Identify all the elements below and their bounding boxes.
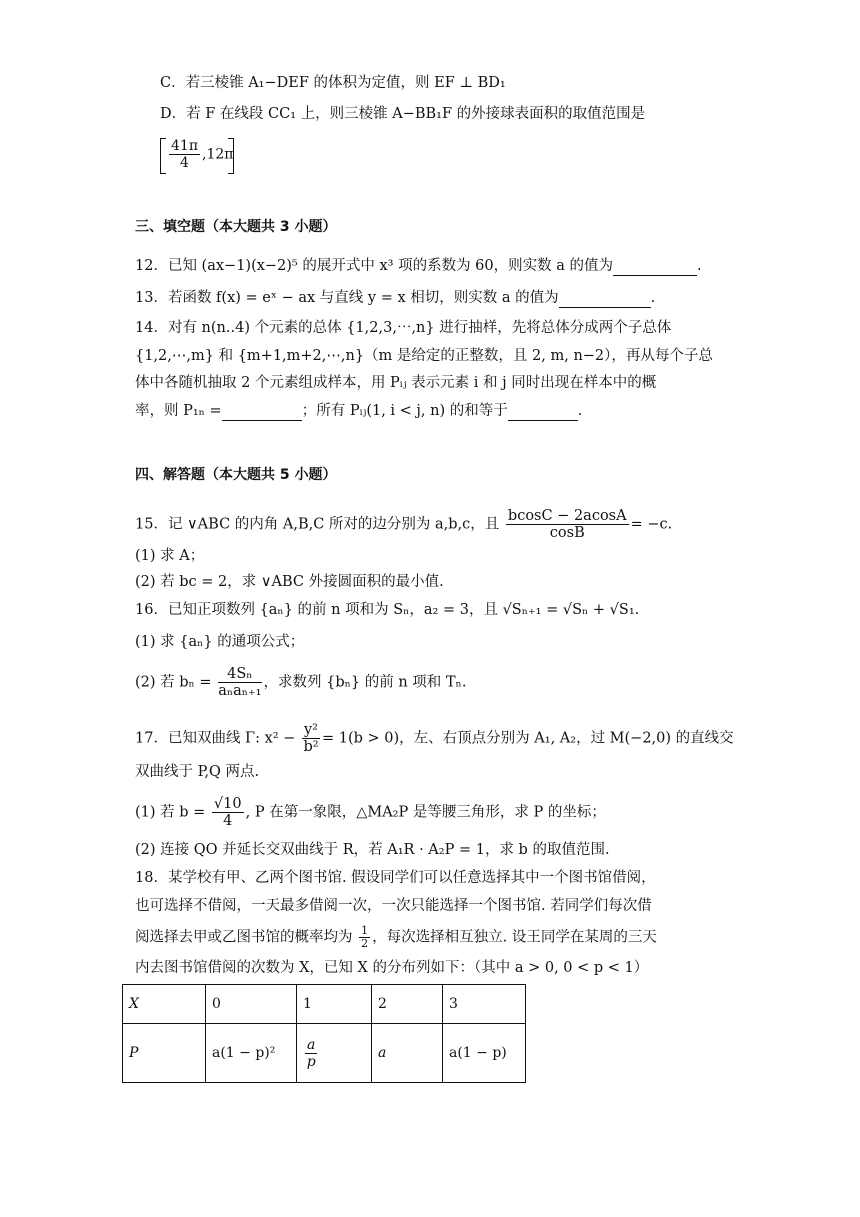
table-cell: a(1 − p) (443, 1024, 526, 1083)
table-cell: a(1 − p)² (206, 1024, 297, 1083)
q18-line-4: 内去图书馆借阅的次数为 X，已知 X 的分布列如下：（其中 a > 0, 0 < p < 1） (135, 960, 649, 976)
q11-option-d: D．若 F 在线段 CC₁ 上，则三棱锥 A−BB₁F 的外接球表面积的取值范围是 (160, 106, 646, 122)
q12-text: 12．已知 (ax−1)(x−2)⁵ 的展开式中 x³ 项的系数为 60，则实数 a 的值为 (135, 258, 613, 274)
q18-half-fraction (359, 925, 370, 950)
q17-tail: = 1(b > 0)，左、右顶点分别为 A₁, A₂，过 M(−2,0) 的直线交 (322, 730, 734, 747)
q15 (135, 508, 672, 541)
q16-part-2 (135, 666, 466, 699)
q14-line-2: {1,2,⋯,m} 和 {m+1,m+2,⋯,n}（m 是给定的正整数，且 2, m, n−2），再从每个子总 (135, 348, 713, 364)
q17-part-1 (135, 796, 606, 829)
q15-equals: = −c. (630, 516, 673, 533)
q16-fraction (218, 666, 261, 699)
q16-numerator: 4Sₙ (218, 666, 261, 683)
q13-text: 13．若函数 f(x) = eˣ − ax 与直线 y = x 相切，则实数 a 的值为 (135, 290, 559, 306)
distribution-table (122, 984, 526, 1083)
q15-numerator: bcosC − 2acosA (507, 508, 627, 524)
q14-answer-blank-1[interactable] (222, 406, 302, 421)
q12: 12．已知 (ax−1)(x−2)⁵ 的展开式中 x³ 项的系数为 60，则实数 a 的值为 . (135, 258, 702, 274)
table-fraction (305, 1037, 317, 1070)
q16-part-2-tail: ，求数列 {bₙ} 的前 n 项和 Tₙ. (263, 674, 467, 691)
q18-half-denominator: 2 (361, 937, 369, 950)
q17-b-denominator: 4 (223, 813, 233, 829)
q13-answer-blank[interactable] (559, 293, 651, 308)
q18-half-numerator: 1 (361, 924, 369, 937)
q18-line-2: 也可选择不借阅，一天最多借阅一次，一次只能选择一个图书馆. 若同学们每次借 (135, 898, 652, 914)
table-cell: 0 (206, 985, 297, 1024)
range-right: ,12π (202, 146, 234, 163)
q14-p1n-label: 率，则 P₁ₙ = (135, 403, 222, 419)
q11-range-bracket (160, 138, 234, 174)
q15-text: 15．记 ∨ABC 的内角 A,B,C 所对的边分别为 a,b,c，且 (135, 516, 500, 533)
section-4-title: 四、解答题（本大题共 5 小题） (135, 467, 337, 483)
table-cell: 1 (297, 985, 372, 1024)
q14-line-1: 14．对有 n(n..4) 个元素的总体 {1,2,3,⋯,n} 进行抽样，先将总体分成两个子总体 (135, 320, 672, 336)
q11-range (167, 138, 233, 171)
q11-option-c: C．若三棱锥 A₁−DEF 的体积为定值，则 EF ⊥ BD₁ (160, 75, 506, 91)
q17-fraction (302, 722, 320, 755)
q17-line-2: 双曲线于 P,Q 两点. (135, 764, 260, 780)
range-denominator: 4 (180, 155, 189, 171)
range-numerator: 41π (171, 138, 199, 154)
q17-b-fraction (212, 796, 244, 829)
table-row (123, 1024, 526, 1083)
table-fraction-denominator: p (306, 1053, 316, 1070)
q18-line-1: 18．某学校有甲、乙两个图书馆. 假设同学们可以任意选择其中一个图书馆借阅， (135, 870, 656, 886)
table-row (123, 985, 526, 1024)
q16: 16．已知正项数列 {aₙ} 的前 n 项和为 Sₙ，a₂ = 3，且 √Sₙ₊₁ = √Sₙ + √S₁. (135, 602, 640, 618)
table-cell: 3 (443, 985, 526, 1024)
q17-part-1-tail: , P 在第一象限，△MA₂P 是等腰三角形，求 P 的坐标； (245, 804, 606, 821)
table-cell: X (123, 985, 206, 1024)
q14-line-4: 率，则 P₁ₙ = ；所有 Pᵢⱼ(1, i < j, n) 的和等于 . (135, 403, 583, 419)
q17-denominator: b² (303, 739, 319, 755)
q17-numerator: y² (303, 722, 318, 738)
q18-line-3-lead: 阅选择去甲或乙图书馆的概率均为 (135, 929, 353, 946)
q16-part-1: (1) 求 {aₙ} 的通项公式； (135, 634, 305, 650)
q17-lead: 17．已知双曲线 Γ: x² − (135, 730, 296, 747)
q18-line-3-tail: ，每次选择相互独立. 设王同学在某周的三天 (372, 929, 657, 946)
table-cell (297, 1024, 372, 1083)
q15-fraction (506, 508, 629, 541)
table-fraction-numerator: a (307, 1036, 316, 1053)
table-cell: P (123, 1024, 206, 1083)
section-3-title: 三、填空题（本大题共 3 小题） (135, 219, 337, 235)
q15-part-1: (1) 求 A； (135, 548, 205, 564)
q16-part-2-lead: (2) 若 bₙ = (135, 674, 212, 691)
q17 (135, 722, 734, 755)
q17-part-2: (2) 连接 QO 并延长交双曲线于 R，若 A₁R · A₂P = 1，求 b 的取值范围. (135, 842, 610, 858)
q18-line-3 (135, 925, 657, 950)
table-cell: a (372, 1024, 443, 1083)
q15-part-2: (2) 若 bc = 2，求 ∨ABC 外接圆面积的最小值. (135, 574, 444, 590)
q17-part-1-lead: (1) 若 b = (135, 804, 206, 821)
q14-sum-label: ；所有 Pᵢⱼ(1, i < j, n) 的和等于 (301, 403, 508, 419)
q13: 13．若函数 f(x) = eˣ − ax 与直线 y = x 相切，则实数 a 的值为 . (135, 290, 656, 306)
q14-answer-blank-2[interactable] (508, 406, 578, 421)
q12-answer-blank[interactable] (613, 261, 697, 276)
q16-denominator: aₙaₙ₊₁ (218, 683, 262, 699)
q14-line-3: 体中各随机抽取 2 个元素组成样本，用 Pᵢⱼ 表示元素 i 和 j 同时出现在样本中的概 (135, 375, 657, 391)
q15-denominator: cosB (549, 525, 585, 541)
q17-b-numerator: √10 (213, 796, 242, 812)
table-cell: 2 (372, 985, 443, 1024)
